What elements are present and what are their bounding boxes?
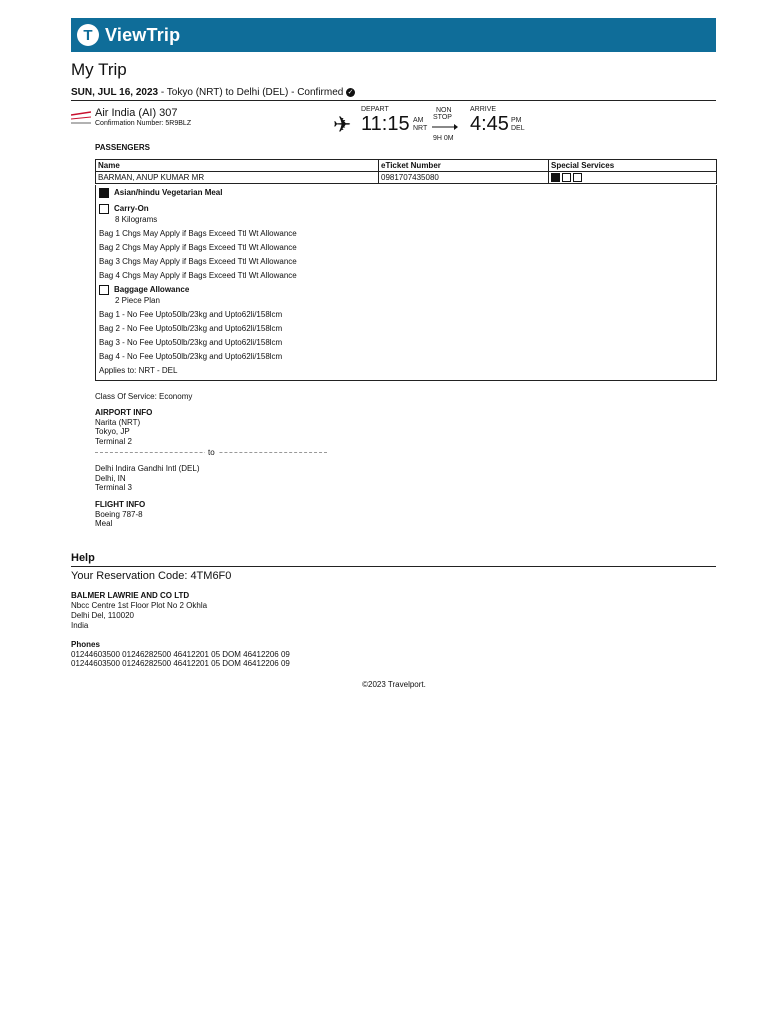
arrive-airport: DEL bbox=[511, 125, 525, 132]
passenger-name: BARMAN, ANUP KUMAR MR bbox=[96, 172, 379, 184]
col-special-services: Special Services bbox=[549, 160, 717, 172]
carry-on-bag-1: Bag 1 Chgs May Apply if Bags Exceed Ttl Wt Allowance bbox=[99, 229, 297, 238]
brand-name[interactable]: ViewTrip bbox=[105, 24, 181, 45]
carry-on-title: Carry-On bbox=[114, 204, 149, 214]
class-of-service: Class Of Service: Economy bbox=[95, 392, 193, 401]
baggage-bag-4: Bag 4 - No Fee Upto50lb/23kg and Upto62li/158lcm bbox=[99, 352, 283, 361]
agency-address-line3: India bbox=[71, 621, 89, 630]
meal-row bbox=[99, 188, 222, 198]
carry-on-bag-2: Bag 2 Chgs May Apply if Bags Exceed Ttl Wt Allowance bbox=[99, 243, 297, 252]
phones-block bbox=[71, 640, 290, 669]
table-row bbox=[96, 172, 717, 184]
meal-icon[interactable] bbox=[551, 173, 560, 182]
trip-route: - Tokyo (NRT) to Delhi (DEL) - Confirmed bbox=[158, 87, 344, 98]
passengers-table bbox=[95, 159, 717, 184]
destination-city: Delhi, IN bbox=[95, 473, 126, 483]
special-services-box bbox=[95, 185, 717, 381]
origin-airport: Narita (NRT) bbox=[95, 417, 141, 427]
carry-on-icon bbox=[99, 204, 109, 214]
confirmed-check-icon: ✓ bbox=[347, 88, 354, 96]
depart-label: DEPART bbox=[361, 106, 389, 113]
baggage-value: 2 Piece Plan bbox=[115, 296, 160, 305]
airplane-icon: ✈ bbox=[333, 112, 352, 137]
col-eticket: eTicket Number bbox=[379, 160, 549, 172]
destination-terminal: Terminal 3 bbox=[95, 483, 132, 492]
eticket-number: 0981707435080 bbox=[379, 172, 549, 184]
meal-label: Asian/hindu Vegetarian Meal bbox=[114, 188, 223, 198]
depart-time: 11:15 bbox=[361, 113, 410, 135]
airport-info bbox=[95, 408, 152, 446]
applies-to: Applies to: NRT - DEL bbox=[99, 366, 178, 375]
phone-line-2: 01244603500 01246282500 46412201 05 DOM 46412206 09 bbox=[71, 659, 290, 668]
baggage-icon bbox=[99, 285, 109, 295]
to-label: to bbox=[205, 448, 218, 457]
agency-name: BALMER LAWRIE AND CO LTD bbox=[71, 591, 190, 600]
special-services-icons bbox=[549, 172, 717, 184]
baggage-bag-1: Bag 1 - No Fee Upto50lb/23kg and Upto62li/158lcm bbox=[99, 310, 283, 319]
arrive-time: 4:45 bbox=[470, 113, 509, 135]
agency-info bbox=[71, 591, 207, 631]
carry-on-row bbox=[99, 204, 149, 214]
airport-info-heading: AIRPORT INFO bbox=[95, 408, 153, 417]
trip-date-line bbox=[71, 87, 716, 101]
page-title: My Trip bbox=[71, 60, 127, 79]
header-banner bbox=[71, 18, 716, 52]
destination-info bbox=[95, 464, 200, 493]
baggage-bag-2: Bag 2 - No Fee Upto50lb/23kg and Upto62li/158lcm bbox=[99, 324, 283, 333]
origin-city: Tokyo, JP bbox=[95, 427, 130, 436]
carry-on-bag-4: Bag 4 Chgs May Apply if Bags Exceed Ttl Wt Allowance bbox=[99, 271, 297, 280]
arrow-right-icon bbox=[432, 123, 458, 131]
baggage-title: Baggage Allowance bbox=[114, 285, 190, 295]
flight-info bbox=[95, 500, 145, 529]
aircraft-type: Boeing 787-8 bbox=[95, 509, 143, 519]
agency-address-line1: Nbcc Centre 1st Floor Plot No 2 Okhla bbox=[71, 601, 208, 610]
help-heading: Help bbox=[71, 552, 95, 564]
baggage-icon[interactable] bbox=[573, 173, 582, 182]
flight-info-heading: FLIGHT INFO bbox=[95, 500, 146, 509]
carry-on-bag-3: Bag 3 Chgs May Apply if Bags Exceed Ttl Wt Allowance bbox=[99, 257, 297, 266]
stops-line1: NON bbox=[436, 107, 452, 114]
meal-icon bbox=[99, 188, 109, 198]
origin-terminal: Terminal 2 bbox=[95, 436, 132, 446]
reservation-code: Your Reservation Code: 4TM6F0 bbox=[71, 570, 232, 582]
air-india-logo-icon bbox=[71, 111, 91, 125]
agency-address-line2: Delhi Del, 110020 bbox=[71, 611, 135, 620]
destination-airport: Delhi Indira Gandhi Intl (DEL) bbox=[95, 464, 200, 473]
phone-line-1: 01244603500 01246282500 46412201 05 DOM 46412206 09 bbox=[71, 649, 290, 659]
viewtrip-logo-icon: T bbox=[77, 24, 99, 46]
airline-name: Air India (AI) 307 bbox=[95, 107, 178, 119]
depart-airport: NRT bbox=[413, 125, 428, 132]
baggage-row bbox=[99, 285, 189, 295]
passengers-heading: PASSENGERS bbox=[95, 143, 150, 152]
meal-info: Meal bbox=[95, 519, 113, 528]
flight-duration: 9H 0M bbox=[433, 135, 454, 142]
trip-date: SUN, JUL 16, 2023 bbox=[71, 87, 159, 98]
stops-line2: STOP bbox=[433, 114, 452, 121]
depart-ampm: AM bbox=[413, 117, 424, 124]
footer-copyright: ©2023 Travelport. bbox=[362, 680, 426, 689]
confirmation-number: Confirmation Number: 5R9BLZ bbox=[95, 120, 192, 127]
carry-on-value: 8 Kilograms bbox=[115, 215, 158, 224]
carry-on-icon[interactable] bbox=[562, 173, 571, 182]
divider bbox=[71, 566, 716, 567]
arrive-ampm: PM bbox=[511, 117, 522, 124]
table-header-row bbox=[96, 160, 717, 172]
phones-heading: Phones bbox=[71, 640, 100, 649]
arrive-label: ARRIVE bbox=[470, 106, 497, 113]
baggage-bag-3: Bag 3 - No Fee Upto50lb/23kg and Upto62li/158lcm bbox=[99, 338, 283, 347]
col-name: Name bbox=[96, 160, 379, 172]
